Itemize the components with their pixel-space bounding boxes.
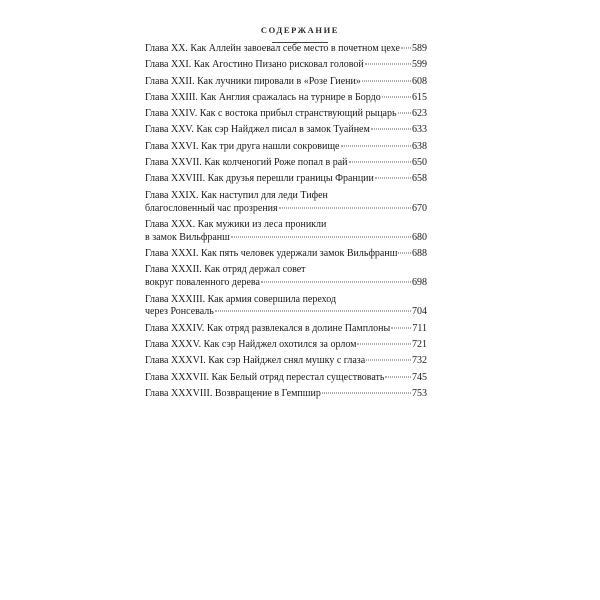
dot-leader bbox=[261, 282, 411, 283]
toc-page-number: 623 bbox=[412, 108, 427, 120]
toc-title: Глава XXXVIII. Возвращение в Гемпшир bbox=[145, 387, 321, 399]
toc-page-number: 688 bbox=[412, 248, 427, 260]
dot-leader bbox=[382, 96, 411, 97]
dot-leader bbox=[322, 392, 411, 393]
toc-title: вокруг поваленного дерева bbox=[145, 277, 260, 289]
dot-leader bbox=[365, 64, 411, 65]
toc-title: Глава XXVI. Как три друга нашли сокровище bbox=[145, 140, 340, 152]
toc-entry-29 bbox=[145, 190, 427, 216]
toc-entry-31 bbox=[145, 248, 427, 261]
toc-title: Глава XXXI. Как пять человек удержали замок Вильфранш bbox=[145, 248, 398, 260]
toc-entry-26 bbox=[145, 141, 427, 154]
toc-entry-23 bbox=[145, 92, 427, 105]
toc-title: Глава XXVII. Как колченогий Роже попал в рай bbox=[145, 157, 348, 169]
toc-page-number: 608 bbox=[412, 75, 427, 87]
toc-title: Глава XXI. Как Агостино Пизано рисковал головой bbox=[145, 59, 364, 71]
toc-title: Глава XXV. Как сэр Найджел писал в замок Туайнем bbox=[145, 124, 370, 136]
dot-leader bbox=[341, 145, 412, 146]
dot-leader bbox=[215, 311, 411, 312]
toc-title: через Ронсеваль bbox=[145, 306, 214, 318]
toc-entry-38 bbox=[145, 388, 427, 401]
dot-leader bbox=[385, 376, 411, 377]
dot-leader bbox=[371, 129, 411, 130]
toc-page-number: 721 bbox=[412, 339, 427, 351]
table-of-contents bbox=[145, 43, 427, 404]
toc-page-number: 670 bbox=[412, 202, 427, 214]
toc-entry-27 bbox=[145, 157, 427, 170]
toc-title: Глава XXXVI. Как сэр Найджел снял мушку с глаза bbox=[145, 355, 366, 367]
dot-leader bbox=[391, 327, 411, 328]
toc-entry-30 bbox=[145, 219, 427, 245]
toc-entry-33 bbox=[145, 294, 427, 320]
toc-page-number: 753 bbox=[412, 387, 427, 399]
toc-title: благословенный час прозрения bbox=[145, 202, 278, 214]
toc-page-number: 680 bbox=[412, 231, 427, 243]
toc-title-line1: Глава XXXIII. Как армия совершила переход bbox=[145, 293, 337, 305]
toc-page-number: 650 bbox=[412, 157, 427, 169]
toc-title: Глава XXXVII. Как Белый отряд перестал существовать bbox=[145, 371, 385, 383]
contents-heading: СОДЕРЖАНИЕ bbox=[260, 25, 340, 35]
dot-leader bbox=[375, 178, 411, 179]
toc-entry-35 bbox=[145, 339, 427, 352]
dot-leader bbox=[362, 80, 411, 81]
toc-entry-20 bbox=[145, 43, 427, 56]
dot-leader bbox=[231, 236, 411, 237]
toc-title: в замок Вильфранш bbox=[145, 231, 230, 243]
dot-leader bbox=[401, 48, 411, 49]
dot-leader bbox=[398, 113, 411, 114]
toc-title-line1: Глава XXX. Как мужики из леса проникли bbox=[145, 218, 327, 230]
toc-entry-22 bbox=[145, 76, 427, 89]
toc-entry-28 bbox=[145, 173, 427, 186]
toc-title: Глава XXIII. Как Англия сражалась на турнире в Бордо bbox=[145, 91, 381, 103]
toc-entry-34 bbox=[145, 323, 427, 336]
dot-leader bbox=[366, 360, 411, 361]
toc-page-number: 658 bbox=[412, 173, 427, 185]
dot-leader bbox=[398, 253, 411, 254]
toc-title: Глава XXIV. Как с востока прибыл странствующий рыцарь bbox=[145, 108, 397, 120]
toc-title: Глава XXXV. Как сэр Найджел охотился за орлом bbox=[145, 339, 357, 351]
toc-entry-24 bbox=[145, 108, 427, 121]
toc-title-line1: Глава XXXII. Как отряд держал совет bbox=[145, 264, 306, 276]
toc-page-number: 633 bbox=[412, 124, 427, 136]
toc-page-number: 589 bbox=[412, 43, 427, 54]
toc-page-number: 599 bbox=[412, 59, 427, 71]
toc-title: Глава XXII. Как лучники пировали в «Розе Гиени» bbox=[145, 75, 361, 87]
toc-entry-32 bbox=[145, 264, 427, 290]
toc-page-number: 638 bbox=[412, 140, 427, 152]
toc-title: Глава XX. Как Аллейн завоевал себе место в почетном цехе bbox=[145, 43, 400, 54]
dot-leader bbox=[349, 162, 412, 163]
toc-entry-25 bbox=[145, 124, 427, 137]
toc-title: Глава XXVIII. Как друзья перешли границы Франции bbox=[145, 173, 374, 185]
toc-page-number: 732 bbox=[412, 355, 427, 367]
toc-page-number: 711 bbox=[412, 322, 427, 334]
page-header bbox=[0, 20, 600, 43]
dot-leader bbox=[279, 207, 411, 208]
toc-page-number: 704 bbox=[412, 306, 427, 318]
toc-entry-21 bbox=[145, 59, 427, 72]
toc-page-number: 615 bbox=[412, 91, 427, 103]
toc-entry-37 bbox=[145, 372, 427, 385]
toc-title: Глава XXXIV. Как отряд развлекался в долине Памплоны bbox=[145, 322, 391, 334]
toc-page-number: 698 bbox=[412, 277, 427, 289]
toc-page-number: 745 bbox=[412, 371, 427, 383]
toc-entry-36 bbox=[145, 355, 427, 368]
toc-title-line1: Глава XXIX. Как наступил для леди Тифен bbox=[145, 189, 328, 201]
dot-leader bbox=[357, 344, 411, 345]
